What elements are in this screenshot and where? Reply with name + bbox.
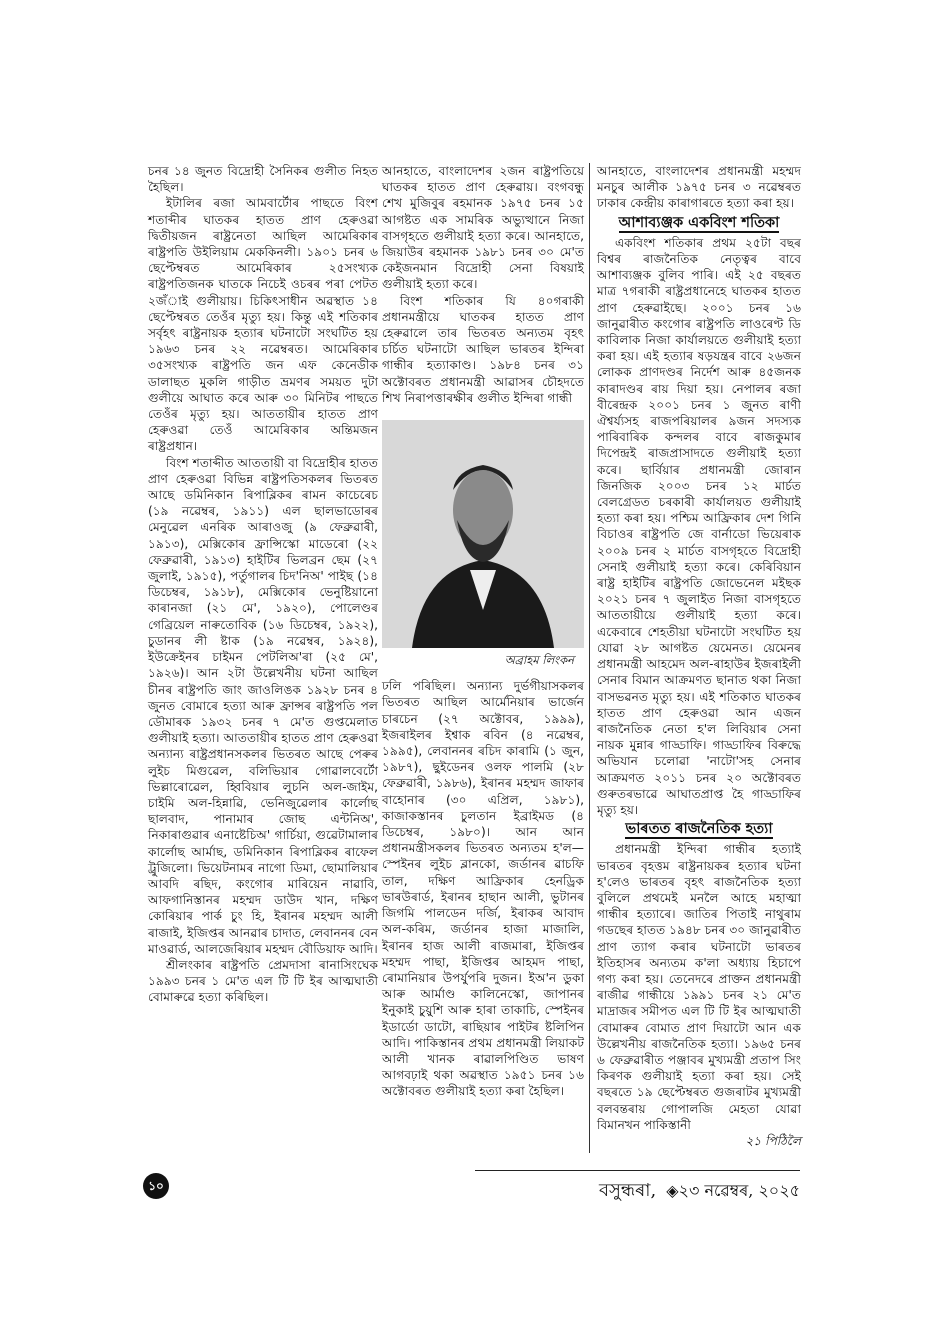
column-2 bbox=[382, 163, 584, 1100]
paragraph: বিংশ শতিকাৰ যি ৪০গৰাকী প্ৰধানমন্ত্ৰীয়ে ঘাতকৰ হাতত প্ৰাণ হেৰুৱালে তাৰ ভিতৰত অন্যতম বৃহৎ চৰ্চিত ঘটনাটো আছিল ভাৰতৰ ইন্দিৰা গান্ধীৰ হত্যাকাণ্ড। ১৯৮৪ চনৰ ৩১ অক্টোবৰত প্ৰধানমন্ত্ৰী আৱাসৰ চৌহদতে শিখ নিৰাপত্তাৰক্ষীৰ গুলীত ইন্দিৰা গান্ধী bbox=[382, 293, 584, 405]
paragraph: বিংশ শতাব্দীত আততায়ী বা বিদ্ৰোহীৰ হাতত প্ৰাণ হেৰুওৱা বিভিন্ন ৰাষ্ট্ৰপতিসকলৰ ভিতৰত আছে ডমিনিকান ৰিপাব্লিকৰ ৰামন কাচেৰেচ (১৯ নৱেম্বৰ, ১৯১১) এল ছালভাডোৰৰ মেনুৱেল এনৰিক আৰাওজু (৯ ফেব্ৰুৱাৰী, ১৯১৩), মেক্সিকোৰ ফ্ৰান্সিস্কো মাডেৰো (২২ ফেব্ৰুৱাৰী, ১৯১৩) হাইটিৰ ভিলব্ৰন ছেম (২৭ জুলাই, ১৯১৫), পৰ্তুগালৰ চিদ'নিঅ' পাইছ (১৪ ডিচেম্বৰ, ১৯১৮), মেক্সিকোৰ ভেনুষ্টিয়ানো কাৰানজা (২১ মে', ১৯২০), পোলেণ্ডৰ গেব্ৰিয়েল নাৰুতোবিক (১৬ ডিচেম্বৰ, ১৯২২), চুডানৰ লী ষ্টাক (১৯ নৱেম্বৰ, ১৯২৪), ইউক্ৰেইনৰ চাইমন পেটলিঅ'ৰা (২৫ মে', ১৯২৬)। আন ২টা উল্লেখনীয় ঘটনা আছিল চীনৰ ৰাষ্ট্ৰপতি জাং জাওলিঙক ১৯২৮ চনৰ ৪ জুনত বোমাৰে হত্যা আৰু ফ্ৰান্সৰ ৰাষ্ট্ৰপতি পল ডৌমাৰক ১৯৩২ চনৰ ৭ মে'ত গুপ্তমেলাত গুলীয়াই হত্যা। আততায়ীৰ হাতত প্ৰাণ হেৰুওৱা অন্যান্য ৰাষ্ট্ৰপ্ৰধানসকলৰ ভিতৰত আছে পেৰুৰ লুইচ মিগুৱেল, বলিভিয়াৰ গোৱালবেৰ্টো ভিল্লাৰোৱেল, হ্বিবিয়াৰ লুচনি অল-জাইম, চাইমি অল-হিন্নাৱি, ভেনিজুৱেলাৰ কাৰ্লোছ ছালবাদ, পানামাৰ জোছ এন্টনিঅ', নিকাৰাগুৱাৰ এনাষ্টেচিঅ' গাৰ্চিয়া, গুৱেটামালাৰ কাৰ্লোছ আৰ্মাছ, ডমিনিকান ৰিপাব্লিকৰ ৰাফেল ট্ৰুজিলো। ভিয়েটনামৰ নাগো ডিমা, ছোমালিয়াৰ আবদি ৰছিদ, কংগোৰ মাৰিয়েন নাৱাবি, আফগানিস্তানৰ মহম্মদ ডাউদ খান, দক্ষিণ কোৰিয়াৰ পাৰ্ক চুং হি, ইৰানৰ মহম্মদ আলী ৰাজাই, ইজিপ্তৰ আনৱাৰ চাদাত, লেবাননৰ বেন মাওৱাৰ্ড, আলজেৰিয়াৰ মহম্মদ বৌডিয়াফ আদি। bbox=[148, 455, 378, 956]
column-1 bbox=[148, 163, 378, 1006]
paragraph: ইটালিৰ ৰজা আমবাৰ্টোৰ পাছতে বিংশ শতাব্দীৰ ঘাতকৰ হাতত প্ৰাণ হেৰুওৱা দ্বিতীয়জন ৰাষ্ট্ৰনেতা আছিল আমেৰিকাৰ ৰাষ্ট্ৰপতি উইলিয়াম মেককিনলী। ১৯০১ চনৰ ৬ ছেপ্টেম্বৰত আমেৰিকাৰ ২৫সংখ্যক ৰাষ্ট্ৰপতিজনক ঘাতকে নিচেই ওচৰৰ পৰা পেটত ২জঁাই গুলীয়ায়। চিকিৎসাধীন অৱস্থাত ১৪ ছেপ্টেম্বৰত তেওঁৰ মৃত্যু হয়। কিন্তু এই শতিকাৰ সৰ্বৃহৎ ৰাষ্ট্ৰনায়ক হত্যাৰ ঘটনাটো সংঘটিত হয় ১৯৬৩ চনৰ ২২ নৱেম্বৰত। আমেৰিকাৰ ৩৫সংখ্যক ৰাষ্ট্ৰপতি জন এফ কেনেডীক ডালাছত মুকলি গাড়ীত ভ্ৰমণৰ সময়ত দুটা গুলীয়ে আঘাত কৰে আৰু ৩০ মিনিটৰ পাছতে তেওঁৰ মৃত্যু হয়। আততায়ীৰ হাতত প্ৰাণ হেৰুওৱা তেওঁ আমেৰিকাৰ অন্তিমজন ৰাষ্ট্ৰপ্ৰধান। bbox=[148, 196, 378, 454]
paragraph: ঢলি পৰিছিল। অন্যান্য দুৰ্ভগীয়াসকলৰ ভিতৰত আছিল আৰ্মেনিয়াৰ ভাৰ্জেন চাৰচেন (২৭ অক্টোবৰ, ১৯৯৯), ইজৰাইলৰ ইশ্বাক ৰবিন (৪ নৱেম্বৰ, ১৯৯৫), লেবাননৰ ৰচিদ কাৰামি (১ জুন, ১৯৮৭), ছুইডেনৰ ওলফ পালমি (২৮ ফেব্ৰুৱাৰী, ১৯৮৬), ইৰানৰ মহম্মদ জাফাৰ বাহোনাৰ (৩০ এপ্ৰিল, ১৯৮১), কাজাকস্তানৰ চুলতান ইব্ৰাইমড (৪ ডিচেম্বৰ, ১৯৮০)। আন আন প্ৰধানমন্ত্ৰীসকলৰ ভিতৰত অন্যতম হ'ল— স্পেইনৰ লুইচ ব্লানকো, জৰ্ডানৰ ৱাচফি তাল, দক্ষিণ আফ্ৰিকাৰ হেনড্ৰিক ভাৰউৰাৰ্ড, ইৰানৰ হাছান আলী, ভুটানৰ জিগমি পালডেন দৰ্জি, ইৰাকৰ আবাদ অল-কৰিম, জৰ্ডানৰ হাজা মাজালি, ইৰানৰ হাজ আলী ৰাজমাৰা, ইজিপ্তৰ মহম্মদ পাছা, ইজিপ্তৰ আহমদ পাছা, ৰোমানিয়াৰ উপৰ্যুপৰি দুজন। ইঅ'ন ডুকা আৰু আৰ্মাণ্ড কালিনেস্কো, জাপানৰ ইনুকাই চুয়ুশি আৰু হাৰা তাকাচি, স্পেইনৰ ইডাৰ্ডো ডাটো, ৰাছিয়াৰ পাইটৰ ষ্টলিপিন আদি। পাকিস্তানৰ প্ৰথম প্ৰধানমন্ত্ৰী লিয়াকট আলী খানক ৰাৱালপিণ্ডিত ভাষণ আগবঢ়াই থকা অৱস্থাত ১৯৫১ চনৰ ১৬ অক্টোবৰত গুলীয়াই হত্যা কৰা হৈছিল। bbox=[382, 679, 584, 1099]
portrait-image-icon bbox=[382, 420, 584, 648]
portrait-photo bbox=[382, 420, 584, 648]
section-heading bbox=[597, 821, 801, 837]
page-number: ১০ bbox=[143, 1173, 169, 1199]
issue-date: ◈২৩ নৱেম্বৰ, ২০২৫ bbox=[666, 1181, 800, 1200]
footer-rule bbox=[475, 1170, 800, 1171]
paragraph: প্ৰধানমন্ত্ৰী ইন্দিৰা গান্ধীৰ হত্যাই ভাৰতৰ বৃহত্তম ৰাষ্ট্ৰনায়কৰ হত্যাৰ ঘটনা হ'লেও ভাৰতৰ বৃহৎ ৰাজনৈতিক হত্যা বুলিলে প্ৰথমেই মনলৈ আহে মহাত্মা গান্ধীৰ হত্যাৰে। জাতিৰ পিতাই নাথুৰাম গডছেৰ হাতত ১৯৪৮ চনৰ ৩০ জানুৱাৰীত প্ৰাণ ত্যাগ কৰাৰ ঘটনাটো ভাৰতৰ ইতিহাসৰ অন্যতম ক'লা অধ্যায় হিচাপে গণ্য কৰা হয়। তেনেদৰে প্ৰাক্তন প্ৰধানমন্ত্ৰী ৰাজীৱ গান্ধীয়ে ১৯৯১ চনৰ ২১ মে'ত মাদ্ৰাজৰ সমীপত এল টি টি ইৰ আত্মঘাতী বোমাৰুৰ বোমাত প্ৰাণ দিয়াটো আন এক উল্লেখনীয় ৰাজনৈতিক হত্যা। ১৯৬৫ চনৰ ৬ ফেব্ৰুৱাৰীত পঞ্জাবৰ মুখ্যমন্ত্ৰী প্ৰতাপ সিং কিৰণক গুলীয়াই হত্যা কৰা হয়। সেই বছৰতে ১৯ ছেপ্টেম্বৰত গুজৰাটৰ মুখ্যমন্ত্ৰী বলবন্তৰায় গোপালজি মেহতা যোৱা বিমানখন পাকিস্তানী bbox=[597, 842, 801, 1132]
paragraph: শ্ৰীলংকাৰ ৰাষ্ট্ৰপতি প্ৰেমদাসা ৰানাসিংঘেক ১৯৯৩ চনৰ ১ মে'ত এল টি টি ইৰ আত্মঘাতী বোমাৰুৱে হত্যা কৰিছিল। bbox=[148, 957, 378, 1005]
paragraph: আনহাতে, বাংলাদেশৰ প্ৰধানমন্ত্ৰী মহম্মদ মনচুৰ আলীক ১৯৭৫ চনৰ ৩ নৱেম্বৰত ঢাকাৰ কেন্দ্ৰীয় কাৰাগাৰতে হত্যা কৰা হয়। bbox=[597, 164, 801, 211]
photo-caption: অব্ৰাহম লিংকন bbox=[504, 653, 574, 668]
footer-masthead bbox=[599, 1176, 800, 1207]
column-3 bbox=[597, 163, 801, 1149]
column-divider bbox=[589, 163, 590, 1153]
paragraph: আনহাতে, বাংলাদেশৰ ২জন ৰাষ্ট্ৰপতিয়ে ঘাতকৰ হাতত প্ৰাণ হেৰুৱায়। বংগবন্ধু শেখ মুজিবুৰ ৰহমানক ১৯৭৫ চনৰ ১৫ আগষ্টত এক সামৰিক অভ্যুত্থানে নিজা বাসগৃহতে গুলীয়াই হত্যা কৰে। আনহাতে, জিয়াউৰ ৰহমানক ১৯৮১ চনৰ ৩০ মে'ত কেইজনমান বিদ্ৰোহী সেনা বিষয়াই গুলীয়াই হত্যা কৰে। bbox=[382, 164, 584, 292]
continued-on-page: ২১ পিঠিলৈ bbox=[745, 1133, 801, 1148]
section-heading bbox=[597, 215, 801, 231]
section-heading-text: আশাব্যঞ্জক একবিংশ শতিকা bbox=[618, 214, 780, 231]
section-heading-text: ভাৰতত ৰাজনৈতিক হত্যা bbox=[625, 821, 773, 838]
paragraph: চনৰ ১৪ জুনত বিদ্ৰোহী সৈনিকৰ গুলীত নিহত হৈছিল। bbox=[148, 164, 378, 195]
magazine-name: বসুন্ধৰা, bbox=[599, 1180, 657, 1201]
paragraph: একবিংশ শতিকাৰ প্ৰথম ২৫টা বছৰ বিশ্বৰ ৰাজনৈতিক নেতৃত্বৰ বাবে আশাব্যঞ্জক বুলিব পাৰি। এই ২৫ বছৰত মাত্ৰ ৭গৰাকী ৰাষ্ট্ৰপ্ৰধানেহে ঘাতকৰ হাতত প্ৰাণ হেৰুৱাইছে। ২০০১ চনৰ ১৬ জানুৱাৰীত কংগোৰ ৰাষ্ট্ৰপতি লাওৰেণ্ট ডি কাবিলাক নিজা কাৰ্যালয়তে গুলীয়াই হত্যা কৰা হয়। এই হত্যাৰ ষড়যন্ত্ৰৰ বাবে ২৬জন লোকক প্ৰাণদণ্ডৰ নিৰ্দেশ আৰু ৪৫জনক কাৰাদণ্ডৰ ৰায় দিয়া হয়। নেপালৰ ৰজা বীৰেন্দ্ৰক ২০০১ চনৰ ১ জুনত ৰাণী ঐশ্বৰ্য্যসহ ৰাজপৰিয়ালৰ ৯জন সদস্যক পাৰিবাৰিক কন্দলৰ বাবে ৰাজকুমাৰ দিপেন্দ্ৰই ৰাজপ্ৰাসাদতে গুলীয়াই হত্যা কৰে। ছাৰ্বিয়াৰ প্ৰধানমন্ত্ৰী জোৰান জিনজিক ২০০৩ চনৰ ১২ মাৰ্চত বেলগ্ৰেডত চৰকাৰী কাৰ্যালয়ত গুলীয়াই হত্যা কৰা হয়। পশ্চিম আফ্ৰিকাৰ দেশ গিনি বিচাওৰ ৰাষ্ট্ৰপতি জে বাৰ্নাডো ভিয়েৰাক ২০০৯ চনৰ ২ মাৰ্চত বাসগৃহতে বিদ্ৰোহী সেনাই গুলীয়াই হত্যা কৰে। কেৰিবিয়ান ৰাষ্ট্ৰ হাইটিৰ ৰাষ্ট্ৰপতি জোভেনেল মইছক ২০২১ চনৰ ৭ জুলাইত নিজা বাসগৃহতে আততায়ীয়ে গুলীয়াই হত্যা কৰে। একেবাৰে শেহতীয়া ঘটনাটো সংঘটিত হয় যোৱা ২৮ আগষ্টত য়েমেনত। য়েমেনৰ প্ৰধানমন্ত্ৰী আহমেদ অল-ৰাহাউৰ ইজৰাইলী সেনাৰ বিমান আক্ৰমণত ছানাত থকা নিজা বাসভৱনত মৃত্যু হয়। এই শতিকাত ঘাতকৰ হাতত প্ৰাণ হেৰুওৱা আন এজন ৰাজনৈতিক নেতা হ'ল লিবিয়াৰ সেনা নায়ক মুন্নাৰ গাড্ডাফি। গাড্ডাফিৰ বিৰুদ্ধে অভিযান চলোৱা 'নাটো'সহ সেনাৰ আক্ৰমণত ২০১১ চনৰ ২০ অক্টোবৰত গুৰুতৰভাৱে আঘাতপ্ৰাপ্ত হৈ গাড্ডাফিৰ মৃত্যু হয়। bbox=[597, 235, 801, 817]
